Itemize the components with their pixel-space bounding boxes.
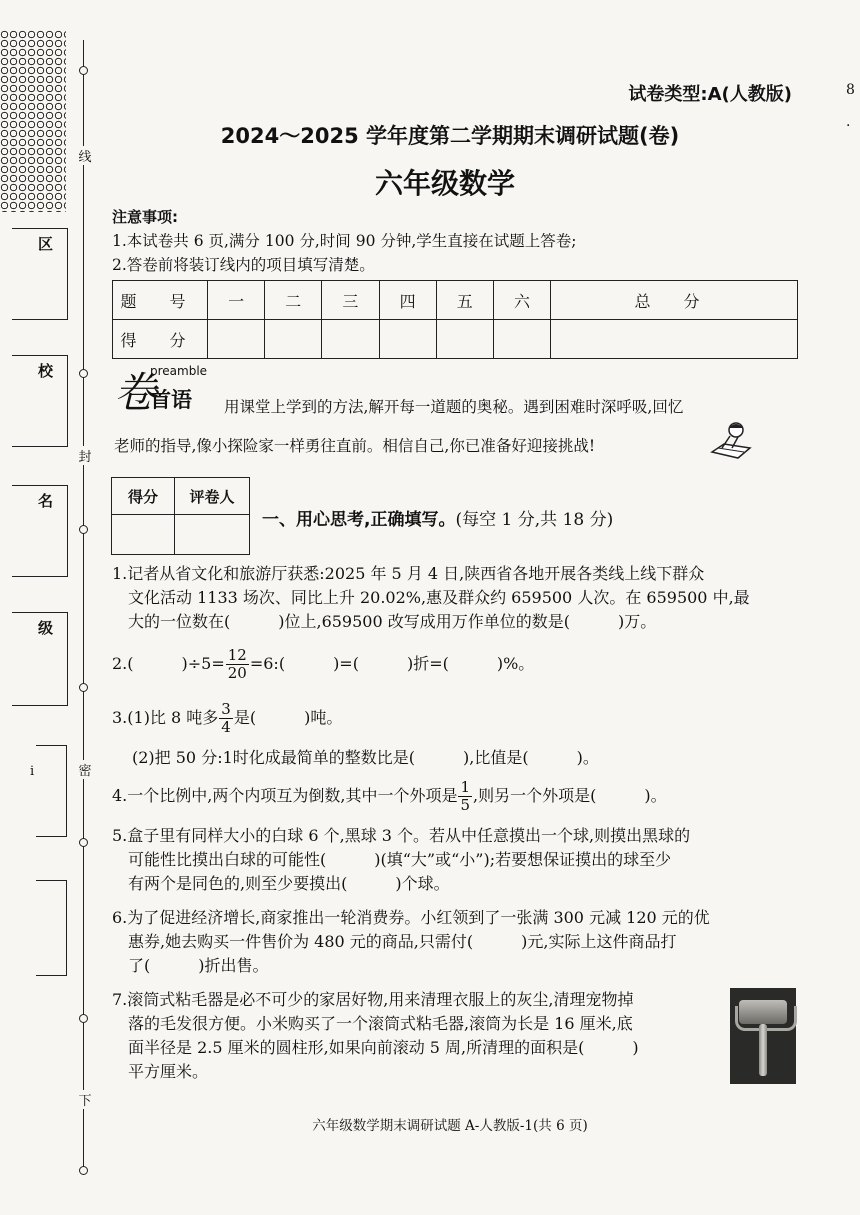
binding-word-feng: 封 [77,446,93,465]
question-text: 是( )吨。 [233,708,343,727]
field-label: i [30,764,35,779]
section-title-main: 一、用心思考,正确填写。 [262,510,456,530]
subject-title: 六年级数学 [374,167,515,200]
field-label: 级 [38,619,54,637]
score-cell[interactable] [436,320,493,359]
lint-roller-drum [739,1000,787,1024]
question-line: 可能性比摸出白球的可能性( )(填“大”或“小”);若要想保证摸出的球至少 [128,850,672,869]
score-cell[interactable] [322,320,379,359]
question-line: 落的毛发很方便。小米购买了一个滚筒式粘毛器,滚筒为长是 16 厘米,底 [128,1014,633,1033]
fraction [226,648,249,681]
fraction-numerator: 12 [227,646,247,664]
question-line: 1.记者从省文化和旅游厅获悉:2025 年 5 月 4 日,陕西省各地开展各类线上线下群众 [112,564,705,583]
score-cell[interactable] [551,320,798,359]
score-header-cell: 四 [379,281,436,320]
fraction-numerator: 3 [221,700,231,718]
question-line: 惠券,她去购买一件售价为 480 元的商品,只需付( )元,实际上这件商品打 [128,932,677,951]
binding-ring [79,838,88,847]
fraction-denominator: 20 [227,664,247,682]
binding-ring [79,369,88,378]
score-header-cell: 五 [436,281,493,320]
question-4 [112,780,812,813]
field-school[interactable] [12,355,68,447]
question-line: 平方厘米。 [128,1062,209,1081]
field-class[interactable] [12,612,68,706]
fraction-numerator: 1 [460,778,470,796]
binding-ring [79,525,88,534]
question-2 [112,648,812,681]
section-title-note: (每空 1 分,共 18 分) [455,510,614,530]
lint-roller-handle [759,1024,767,1076]
preamble-word: preamble [150,364,208,378]
preamble-line: 用课堂上学到的方法,解开每一道题的奥秘。遇到困难时深呼吸,回忆 [224,398,684,416]
fraction-denominator: 4 [221,718,231,736]
binding-word-mi: 密 [77,760,93,779]
score-cell[interactable] [208,320,265,359]
preamble-heading: 首语 [150,387,192,412]
edge-mark: 8 [846,82,855,98]
question-line: 了( )折出售。 [128,956,269,975]
score-table [112,280,798,359]
binding-word-xia: 下 [77,1090,93,1109]
question-1 [112,562,812,634]
question-line: 5.盒子里有同样大小的白球 6 个,黑球 3 个。若从中任意摸出一个球,则摸出黑球的 [112,826,691,845]
question-7 [112,988,712,1084]
grader-name-label: 评卷人 [175,478,250,515]
notice-item: 1.本试卷共 6 页,满分 100 分,时间 90 分钟,学生直接在试题上答卷; [112,232,577,250]
lint-roller-photo [730,988,796,1084]
question-3b: (2)把 50 分:1时化成最简单的整数比是( ),比值是( )。 [132,748,599,767]
field-name[interactable] [12,485,68,577]
page-footer: 六年级数学期末调研试题 A-人教版-1(共 6 页) [312,1118,588,1134]
field-label: 区 [38,235,54,253]
binding-ring [79,1166,88,1175]
score-cell[interactable] [379,320,436,359]
preamble-line: 老师的指导,像小探险家一样勇往直前。相信自己,你已准备好迎接挑战! [114,437,596,455]
field-label: 名 [38,492,54,510]
score-header-total: 总 分 [551,281,798,320]
notice-heading: 注意事项: [112,208,178,226]
question-line: 7.滚筒式粘毛器是必不可少的家居好物,用来清理衣服上的灰尘,清理宠物掉 [112,990,634,1009]
question-line: 大的一位数在( )位上,659500 改写成用万作单位的数是( )万。 [128,612,657,631]
binding-ring [79,1014,88,1023]
reading-kid-illustration [708,418,754,460]
binding-ring [79,683,88,692]
preamble-big-char: 卷 [114,368,157,417]
question-line: 文化活动 1133 场次、同比上升 20.02%,惠及群众约 659500 人次。在 659500 中,最 [128,588,750,607]
binding-word-xian: 线 [77,146,93,165]
score-cell[interactable] [265,320,322,359]
score-row-label: 得 分 [113,320,208,359]
question-line: 有两个是同色的,则至少要摸出( )个球。 [128,874,450,893]
question-text: =6:( )=( )折=( )%。 [249,654,535,673]
grader-score-label: 得分 [112,478,175,515]
binding-ring [79,66,88,75]
score-header-cell: 三 [322,281,379,320]
notice-item: 2.答卷前将装订线内的项目填写清楚。 [112,256,375,274]
question-text: 3.(1)比 8 吨多 [112,708,219,727]
score-header-cell: 六 [493,281,550,320]
question-6 [112,906,812,978]
fraction [219,702,233,735]
score-header-label: 题 号 [113,281,208,320]
field-label: 校 [38,362,54,380]
grader-score-cell[interactable] [112,515,175,555]
edge-mark: · [846,118,851,134]
paper-type: 试卷类型:A(人教版) [628,84,792,105]
fraction [458,780,472,813]
score-header-cell: 一 [208,281,265,320]
score-cell[interactable] [493,320,550,359]
binding-line [83,40,84,1175]
field-exam-number[interactable] [30,745,67,837]
question-5 [112,824,812,896]
fraction-denominator: 5 [460,796,470,814]
score-header-cell: 二 [265,281,322,320]
question-text: ,则另一个外项是( )。 [473,786,667,805]
grader-table [111,477,250,555]
question-line: 6.为了促进经济增长,商家推出一轮消费券。小红领到了一张满 300 元减 120 元的优 [112,908,710,927]
field-seat[interactable] [36,880,67,976]
question-text: 2.( )÷5= [112,654,225,673]
question-3a [112,702,812,735]
question-text: 4.一个比例中,两个内项互为倒数,其中一个外项是 [112,786,458,805]
grader-name-cell[interactable] [175,515,250,555]
question-line: 面半径是 2.5 厘米的圆柱形,如果向前滚动 5 周,所清理的面积是( ) [128,1038,639,1057]
section-title [262,505,613,530]
exam-title: 2024～2025 学年度第二学期期末调研试题(卷) [220,124,680,148]
field-district[interactable] [12,228,68,320]
